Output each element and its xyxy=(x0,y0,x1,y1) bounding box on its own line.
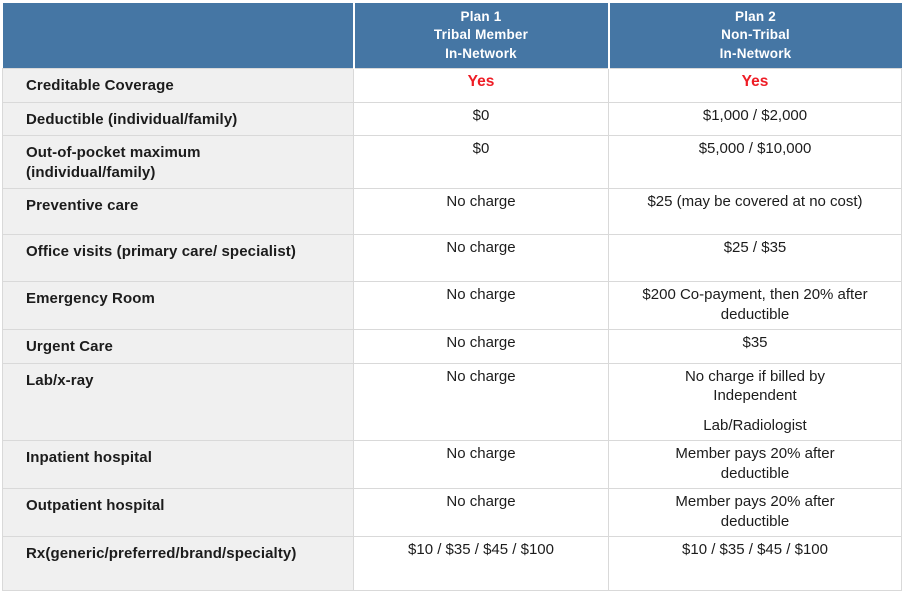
value-line: $200 Co-payment, then 20% after xyxy=(642,286,868,303)
table-header-row xyxy=(3,3,902,69)
plan1-value-cell: No charge xyxy=(354,235,609,282)
plan2-value-cell: $25 / $35 xyxy=(609,235,902,282)
header-line: In-Network xyxy=(445,45,517,61)
header-cell-empty xyxy=(3,3,354,69)
header-line: Plan 1 xyxy=(460,9,502,25)
plan2-value-cell: Yes xyxy=(609,69,902,103)
plan2-value-cell xyxy=(609,363,902,441)
benefits-comparison-table xyxy=(2,3,902,591)
value-line: deductible xyxy=(720,512,790,530)
header-cell-plan2 xyxy=(609,3,902,69)
row-label: Preventive care xyxy=(3,189,354,235)
plan1-value-cell: No charge xyxy=(354,489,609,537)
header-line: Tribal Member xyxy=(433,27,529,43)
table-row-out-of-pocket-maximum xyxy=(3,136,902,189)
value-line: Member pays 20% after xyxy=(675,445,835,462)
plan2-value-cell xyxy=(609,282,902,330)
label-line: (individual/family) xyxy=(26,163,156,181)
plan2-value-cell xyxy=(609,441,902,489)
table-row-lab-xray xyxy=(3,363,902,441)
value-line: Member pays 20% after xyxy=(675,493,835,510)
table-row-inpatient-hospital xyxy=(3,441,902,489)
plan1-value-cell: Yes xyxy=(354,69,609,103)
table-row-deductible xyxy=(3,102,902,136)
row-label xyxy=(3,136,354,189)
row-label: Office visits (primary care/ specialist) xyxy=(3,235,354,282)
table-row-outpatient-hospital xyxy=(3,489,902,537)
row-label: Deductible (individual/family) xyxy=(3,102,354,136)
header-line: Plan 2 xyxy=(735,9,776,25)
value-line: Lab/Radiologist xyxy=(703,416,807,434)
table-row-creditable-coverage xyxy=(3,69,902,103)
plan2-value-cell: $25 (may be covered at no cost) xyxy=(609,189,902,235)
plan1-value-cell: No charge xyxy=(354,363,609,441)
value-line: Independent xyxy=(713,387,797,404)
table-row-urgent-care xyxy=(3,330,902,364)
plan1-value-cell: $0 xyxy=(354,102,609,136)
row-label: Rx(generic/preferred/brand/specialty) xyxy=(3,537,354,591)
header-line: Non-Tribal xyxy=(721,27,790,43)
plan1-value-cell: $0 xyxy=(354,136,609,189)
plan1-value-cell: No charge xyxy=(354,189,609,235)
plan1-value-cell: $10 / $35 / $45 / $100 xyxy=(354,537,609,591)
plan2-value-cell: $5,000 / $10,000 xyxy=(609,136,902,189)
table-row-office-visits xyxy=(3,235,902,282)
plan2-value-cell: $10 / $35 / $45 / $100 xyxy=(609,537,902,591)
value-line: No charge if billed by xyxy=(684,367,826,385)
plan1-value-cell: No charge xyxy=(354,282,609,330)
row-label: Lab/x-ray xyxy=(3,363,354,441)
row-label: Outpatient hospital xyxy=(3,489,354,537)
plan1-value-cell: No charge xyxy=(354,441,609,489)
value-line: deductible xyxy=(720,305,790,323)
header-cell-plan1 xyxy=(354,3,609,69)
table-row-preventive-care xyxy=(3,189,902,235)
row-label: Creditable Coverage xyxy=(3,69,354,103)
plan2-value-cell xyxy=(609,489,902,537)
header-line: In-Network xyxy=(719,45,792,61)
plan2-value-cell: $1,000 / $2,000 xyxy=(609,102,902,136)
table-row-emergency-room xyxy=(3,282,902,330)
row-label: Emergency Room xyxy=(3,282,354,330)
value-line: deductible xyxy=(720,464,790,482)
label-line: Out-of-pocket maximum xyxy=(26,144,201,161)
table-row-rx xyxy=(3,537,902,591)
row-label: Inpatient hospital xyxy=(3,441,354,489)
row-label: Urgent Care xyxy=(3,330,354,364)
plan1-value-cell: No charge xyxy=(354,330,609,364)
plan2-value-cell: $35 xyxy=(609,330,902,364)
